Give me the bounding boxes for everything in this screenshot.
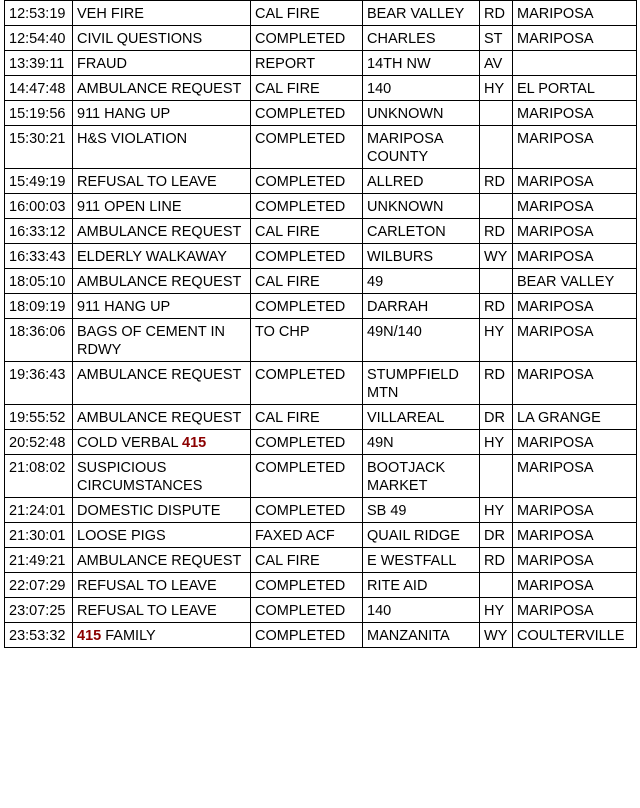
incident-street-suffix: DR [480,405,513,430]
table-row [5,194,637,219]
table-row [5,244,637,269]
incident-street-suffix: RD [480,294,513,319]
incident-time: 19:36:43 [5,362,73,405]
incident-time: 16:00:03 [5,194,73,219]
incident-type: BAGS OF CEMENT IN RDWY [73,319,251,362]
incident-log-table [4,0,637,648]
incident-street-suffix: HY [480,598,513,623]
incident-street-suffix: ST [480,26,513,51]
incident-city: COULTERVILLE [513,623,637,648]
table-row [5,26,637,51]
incident-street-suffix [480,194,513,219]
incident-time: 19:55:52 [5,405,73,430]
incident-time: 21:30:01 [5,523,73,548]
incident-city: MARIPOSA [513,319,637,362]
incident-street-suffix: HY [480,498,513,523]
incident-city: MARIPOSA [513,126,637,169]
incident-street-suffix: HY [480,319,513,362]
incident-disposition: COMPLETED [251,623,363,648]
table-row [5,76,637,101]
table-row [5,498,637,523]
incident-log-body [5,1,637,648]
incident-street-suffix [480,126,513,169]
incident-city [513,51,637,76]
incident-time: 18:05:10 [5,269,73,294]
incident-street: QUAIL RIDGE [363,523,480,548]
table-row [5,51,637,76]
incident-type: FRAUD [73,51,251,76]
incident-disposition: COMPLETED [251,362,363,405]
incident-street: BEAR VALLEY [363,1,480,26]
incident-disposition: COMPLETED [251,101,363,126]
incident-street-suffix: DR [480,523,513,548]
table-row [5,455,637,498]
incident-street-suffix: AV [480,51,513,76]
table-row [5,548,637,573]
incident-disposition: CAL FIRE [251,548,363,573]
incident-type: DOMESTIC DISPUTE [73,498,251,523]
incident-time: 13:39:11 [5,51,73,76]
incident-type: REFUSAL TO LEAVE [73,598,251,623]
incident-disposition: COMPLETED [251,430,363,455]
incident-time: 15:30:21 [5,126,73,169]
incident-disposition: COMPLETED [251,194,363,219]
incident-street-suffix: RD [480,169,513,194]
incident-street-suffix: WY [480,623,513,648]
incident-street-suffix [480,269,513,294]
incident-city: MARIPOSA [513,169,637,194]
incident-city: MARIPOSA [513,26,637,51]
incident-street: 49 [363,269,480,294]
incident-time: 15:49:19 [5,169,73,194]
incident-street: 140 [363,76,480,101]
incident-type: AMBULANCE REQUEST [73,362,251,405]
table-row [5,362,637,405]
incident-type [73,623,251,648]
incident-city: EL PORTAL [513,76,637,101]
table-row [5,623,637,648]
incident-city: MARIPOSA [513,101,637,126]
incident-code: 415 [182,435,207,451]
incident-street-suffix: RD [480,219,513,244]
incident-disposition: CAL FIRE [251,219,363,244]
incident-street: ALLRED [363,169,480,194]
incident-street: RITE AID [363,573,480,598]
incident-street-suffix: RD [480,362,513,405]
incident-type: AMBULANCE REQUEST [73,548,251,573]
incident-type: H&S VIOLATION [73,126,251,169]
incident-city: MARIPOSA [513,194,637,219]
incident-type: AMBULANCE REQUEST [73,219,251,244]
incident-street-suffix: HY [480,76,513,101]
incident-time: 18:36:06 [5,319,73,362]
incident-time: 21:08:02 [5,455,73,498]
table-row [5,405,637,430]
incident-type: CIVIL QUESTIONS [73,26,251,51]
incident-type: REFUSAL TO LEAVE [73,169,251,194]
table-row [5,319,637,362]
incident-type: 911 HANG UP [73,101,251,126]
incident-time: 12:54:40 [5,26,73,51]
incident-type: SUSPICIOUS CIRCUMSTANCES [73,455,251,498]
incident-street-suffix: WY [480,244,513,269]
incident-street: 140 [363,598,480,623]
incident-disposition: REPORT [251,51,363,76]
incident-street-suffix: RD [480,548,513,573]
incident-type-text: FAMILY [101,628,156,644]
incident-type: AMBULANCE REQUEST [73,405,251,430]
incident-time: 12:53:19 [5,1,73,26]
incident-street: WILBURS [363,244,480,269]
incident-city: MARIPOSA [513,573,637,598]
incident-type-text: COLD VERBAL [77,435,183,451]
incident-disposition: COMPLETED [251,294,363,319]
table-row [5,269,637,294]
incident-time: 18:09:19 [5,294,73,319]
incident-city: LA GRANGE [513,405,637,430]
incident-city: MARIPOSA [513,598,637,623]
incident-disposition: CAL FIRE [251,269,363,294]
incident-disposition: CAL FIRE [251,1,363,26]
incident-disposition: COMPLETED [251,498,363,523]
incident-street: STUMPFIELD MTN [363,362,480,405]
incident-street: CARLETON [363,219,480,244]
table-row [5,169,637,194]
incident-city: MARIPOSA [513,1,637,26]
table-row [5,126,637,169]
incident-street: DARRAH [363,294,480,319]
incident-city: MARIPOSA [513,244,637,269]
table-row [5,573,637,598]
incident-time: 21:24:01 [5,498,73,523]
incident-time: 21:49:21 [5,548,73,573]
incident-disposition: FAXED ACF [251,523,363,548]
incident-city: MARIPOSA [513,455,637,498]
table-row [5,430,637,455]
incident-street: MANZANITA [363,623,480,648]
incident-time: 15:19:56 [5,101,73,126]
table-row [5,523,637,548]
incident-street: UNKNOWN [363,101,480,126]
incident-city: MARIPOSA [513,548,637,573]
incident-disposition: COMPLETED [251,126,363,169]
incident-street-suffix [480,573,513,598]
incident-disposition: CAL FIRE [251,405,363,430]
incident-type: 911 OPEN LINE [73,194,251,219]
incident-street: MARIPOSA COUNTY [363,126,480,169]
incident-city: MARIPOSA [513,362,637,405]
incident-street-suffix: RD [480,1,513,26]
incident-time: 23:07:25 [5,598,73,623]
incident-type: REFUSAL TO LEAVE [73,573,251,598]
incident-type: VEH FIRE [73,1,251,26]
incident-time: 14:47:48 [5,76,73,101]
incident-street: 49N [363,430,480,455]
incident-street: 14TH NW [363,51,480,76]
incident-disposition: COMPLETED [251,455,363,498]
table-row [5,598,637,623]
incident-code: 415 [77,628,102,644]
incident-street-suffix [480,455,513,498]
incident-street: SB 49 [363,498,480,523]
incident-city: MARIPOSA [513,219,637,244]
incident-disposition: COMPLETED [251,598,363,623]
incident-street: E WESTFALL [363,548,480,573]
incident-city: MARIPOSA [513,523,637,548]
incident-disposition: COMPLETED [251,244,363,269]
incident-street-suffix [480,101,513,126]
incident-type [73,430,251,455]
incident-city: MARIPOSA [513,430,637,455]
incident-disposition: COMPLETED [251,573,363,598]
incident-street: VILLAREAL [363,405,480,430]
incident-street-suffix: HY [480,430,513,455]
table-row [5,101,637,126]
incident-street: CHARLES [363,26,480,51]
incident-disposition: TO CHP [251,319,363,362]
incident-city: MARIPOSA [513,498,637,523]
incident-time: 22:07:29 [5,573,73,598]
incident-disposition: COMPLETED [251,26,363,51]
incident-type: ELDERLY WALKAWAY [73,244,251,269]
incident-time: 16:33:43 [5,244,73,269]
incident-street: BOOTJACK MARKET [363,455,480,498]
incident-city: BEAR VALLEY [513,269,637,294]
incident-type: 911 HANG UP [73,294,251,319]
table-row [5,1,637,26]
incident-city: MARIPOSA [513,294,637,319]
incident-time: 20:52:48 [5,430,73,455]
table-row [5,294,637,319]
table-row [5,219,637,244]
incident-type: LOOSE PIGS [73,523,251,548]
incident-type: AMBULANCE REQUEST [73,76,251,101]
incident-disposition: COMPLETED [251,169,363,194]
incident-street: UNKNOWN [363,194,480,219]
incident-street: 49N/140 [363,319,480,362]
incident-time: 16:33:12 [5,219,73,244]
incident-type: AMBULANCE REQUEST [73,269,251,294]
incident-disposition: CAL FIRE [251,76,363,101]
incident-time: 23:53:32 [5,623,73,648]
